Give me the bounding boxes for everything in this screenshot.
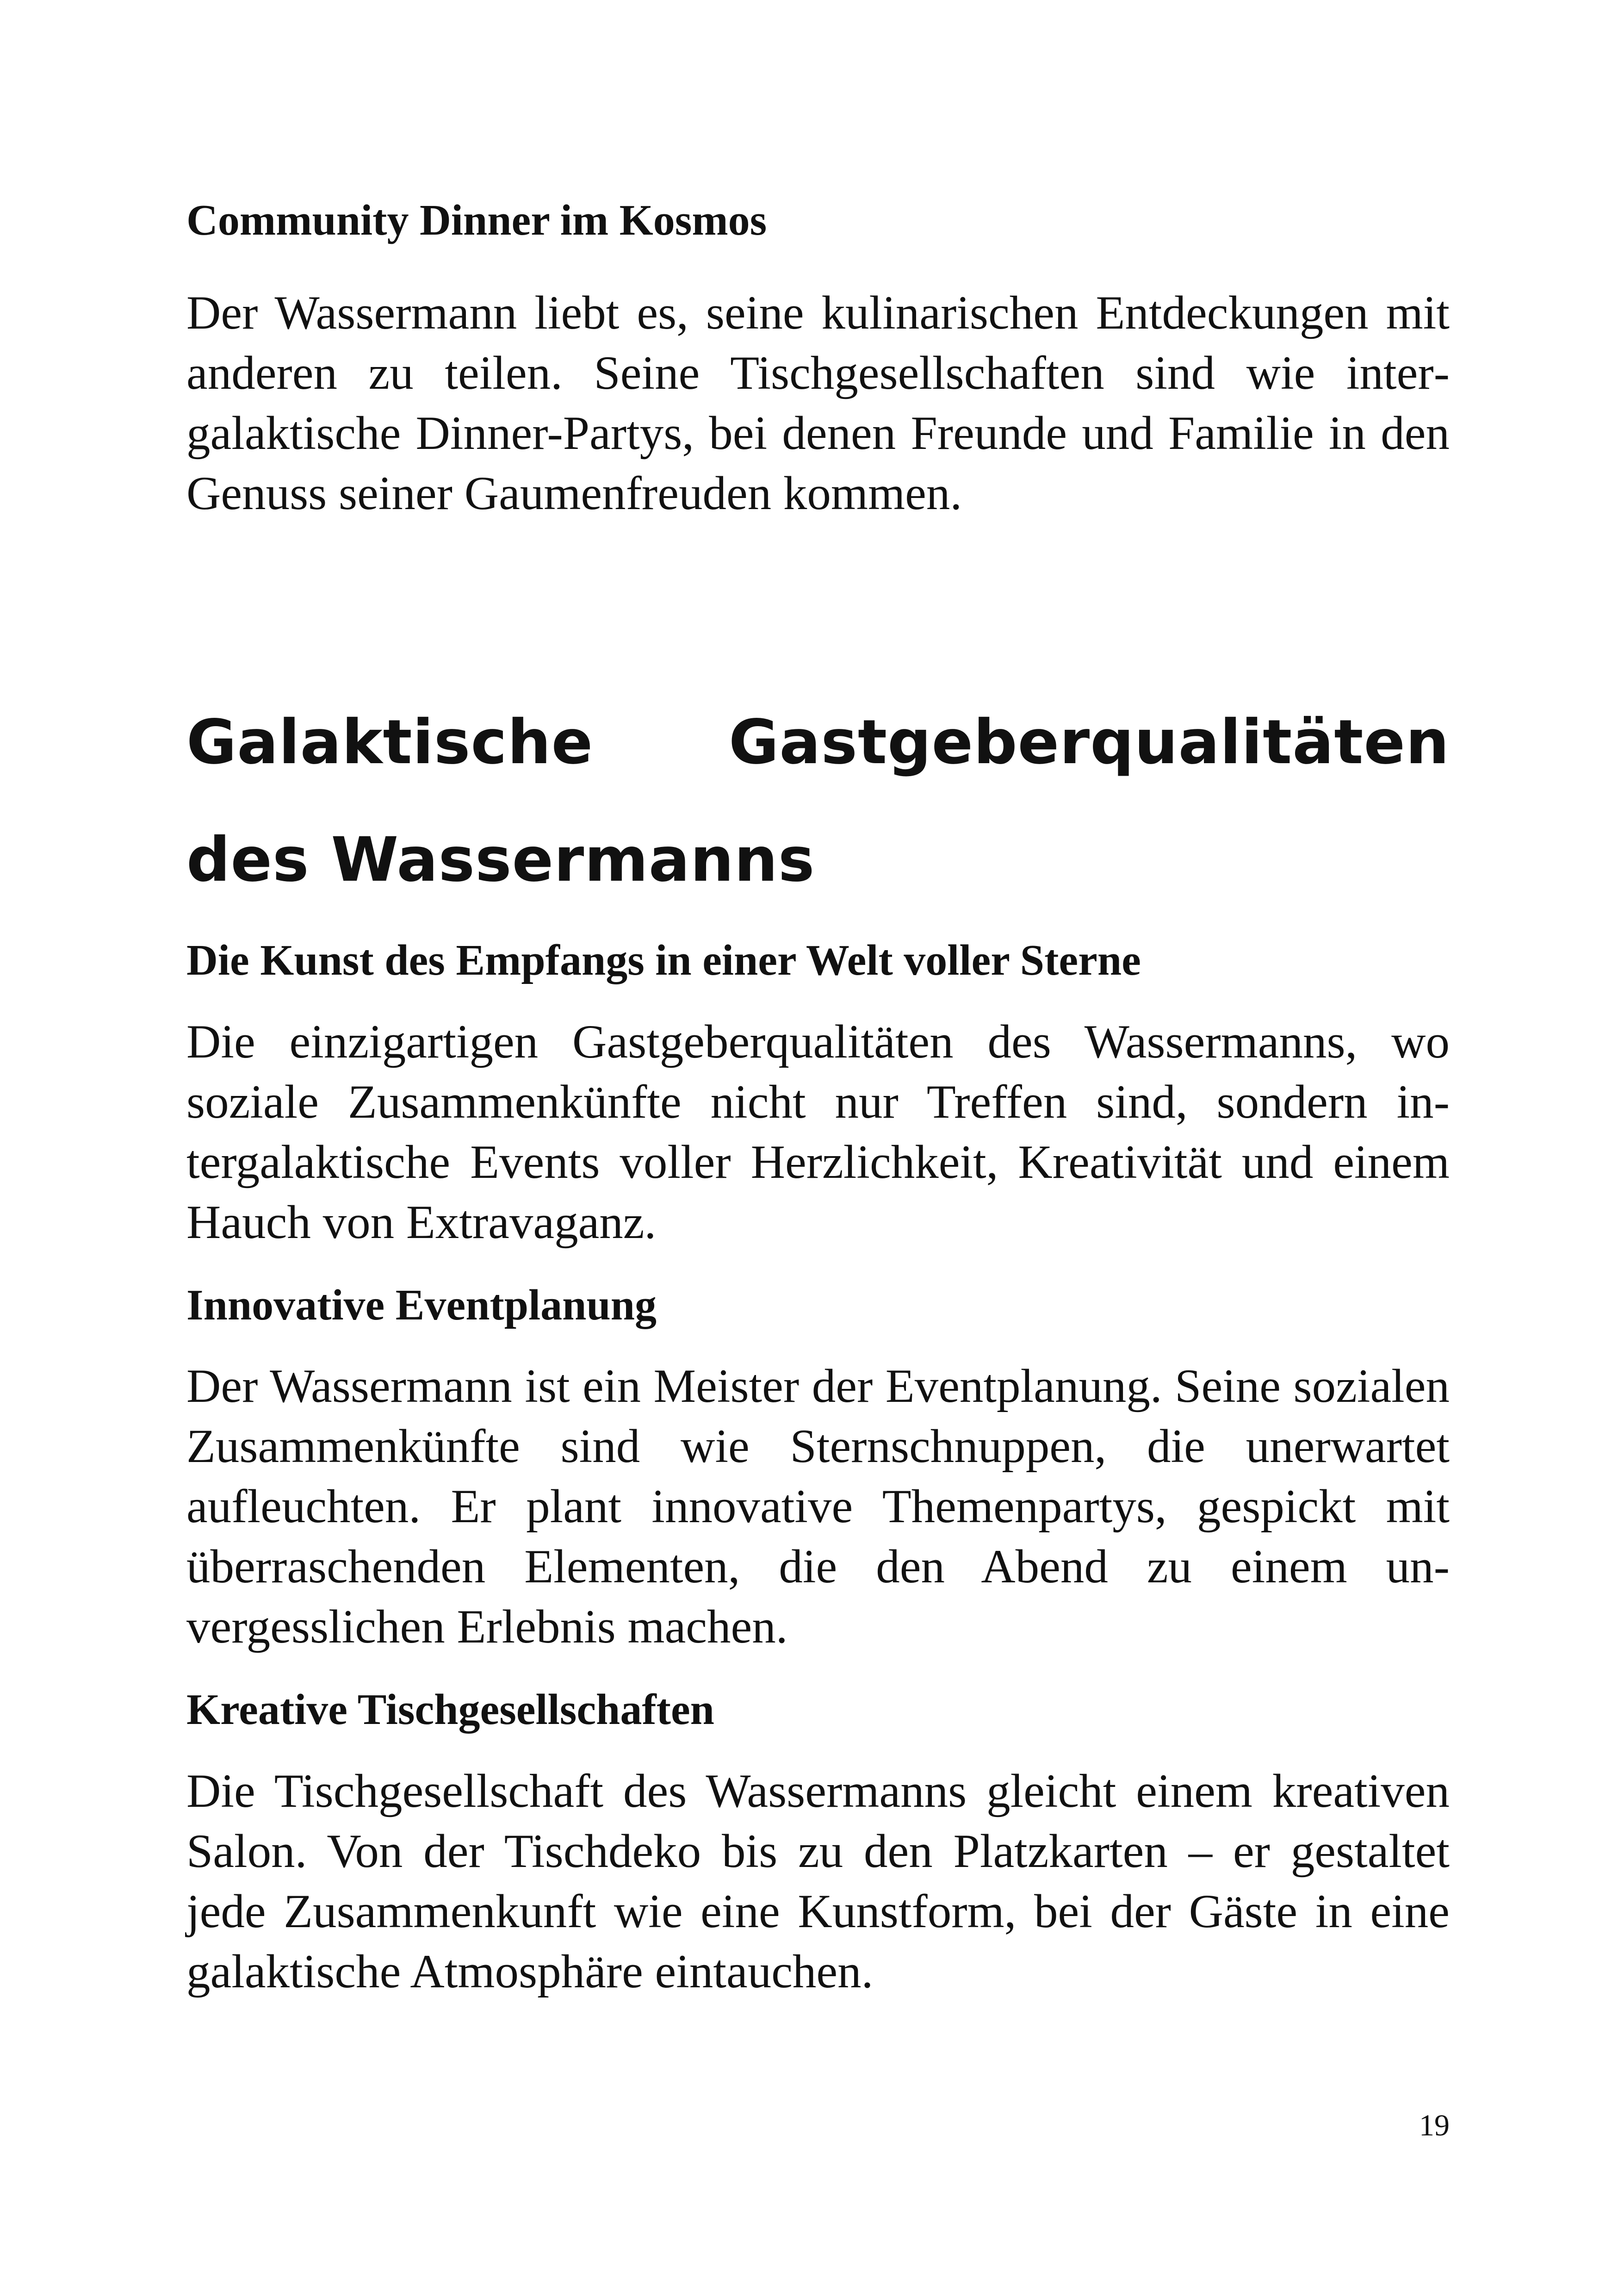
section-heading-tischgesellschaften: Kreative Tischgesellschaften <box>186 1686 714 1734</box>
section-heading-kunst-des-empfangs: Die Kunst des Empfangs in einer Welt voller Sterne <box>186 936 1141 984</box>
page-number: 19 <box>1419 2109 1450 2142</box>
section-paragraph-tischgesellschaften: Die Tischgesellschaft des Wassermanns gleicht einem kreativen Salon. Von der Tischdeko bis zu den Platzkarten – er gestaltet jede Zusammenkunft wie eine Kunstform, bei der Gäste in eine galaktische Atmosphäre eintauchen. <box>186 1765 1450 1998</box>
section-paragraph-eventplanung: Der Wassermann ist ein Meister der Eventplanung. Seine sozialen Zusammenkünfte sind wie Sternschnuppen, die unerwartet aufleuchten. Er plant innovative Themenpartys, gespickt mit überraschenden Elementen, die den Abend zu einem unvergesslichen Erlebnis machen. <box>186 1360 1450 1654</box>
chapter-title: Galaktische Gastgeberqualitäten des Wassermanns <box>186 706 1450 896</box>
section-heading-eventplanung: Innovative Eventplanung <box>186 1281 657 1329</box>
page-content <box>186 194 1450 2002</box>
section-heading-community-dinner: Community Dinner im Kosmos <box>186 196 767 244</box>
section-paragraph-kunst-des-empfangs: Die einzigartigen Gastgeberqualitäten des Wassermanns, wo soziale Zusammenkünfte nicht nur Treffen sind, sondern intergalaktische Events voller Herzlichkeit, Kreativität und einem Hauch von Extravaganz. <box>186 1015 1450 1249</box>
section-paragraph-community-dinner: Der Wassermann liebt es, seine kulinarischen Entdeckungen mit anderen zu teilen. Seine Tischgesellschaften sind wie intergalaktische Dinner-Partys, bei denen Freunde und Familie in den Genuss seiner Gaumenfreuden kommen. <box>186 286 1450 520</box>
